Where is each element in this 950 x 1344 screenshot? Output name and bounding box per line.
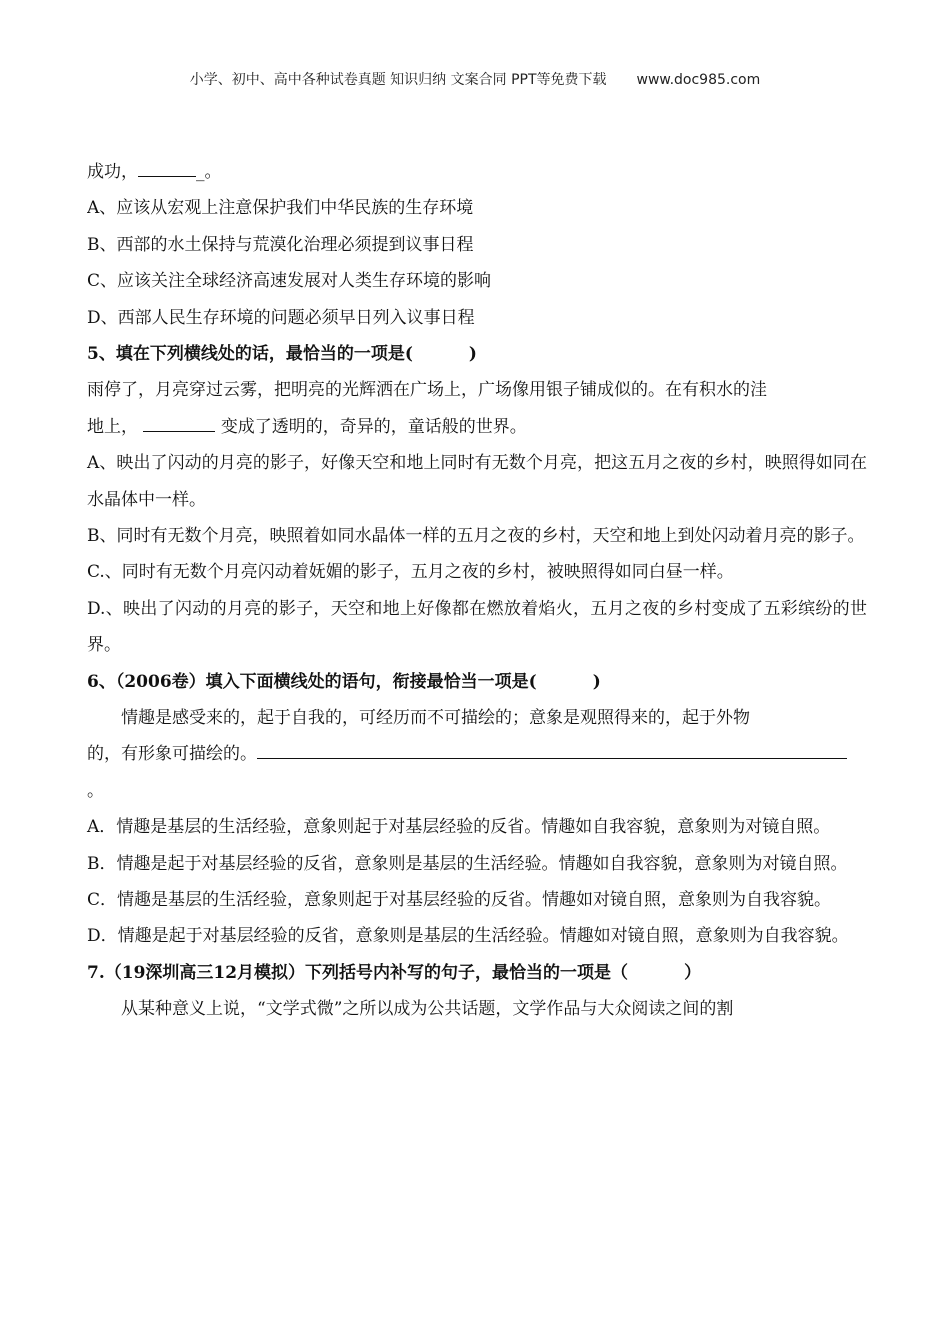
q5-passage-line2: 地上， 变成了透明的，奇异的，童话般的世界。 [87,416,527,437]
q5-title: 5、填在下列横线处的话，最恰当的一项是( ) [87,343,477,364]
q4-option-b: B、西部的水土保持与荒漠化治理必须提到议事日程 [87,234,474,255]
q6-title: 6、（2006卷）填入下面横线处的语句，衔接最恰当一项是( ) [87,671,601,692]
page-header [0,69,950,89]
q6-option-d: D．情趣是起于对基层经验的反省，意象则是基层的生活经验。情趣如对镜自照，意象则为自我容貌。 [87,926,849,947]
header-url[interactable]: www.doc985.com [636,72,761,88]
q4-option-d: D、西部人民生存环境的问题必须早日列入议事日程 [87,307,475,328]
q7-passage-line1: 从某种意义上说，“文学式微”之所以成为公共话题，文学作品与大众阅读之间的割 [121,999,734,1020]
q5-passage-line1: 雨停了，月亮穿过云雾，把明亮的光辉洒在广场上，广场像用银子铺成似的。在有积水的洼 [87,380,767,401]
q6-option-b: B．情趣是起于对基层经验的反省，意象则是基层的生活经验。情趣如自我容貌，意象则为对镜自照。 [87,853,848,874]
q7-title: 7.（19深圳高三12月模拟）下列括号内补写的句子，最恰当的一项是（ ） [87,962,702,983]
q6-option-c: C．情趣是基层的生活经验，意象则起于对基层经验的反省。情趣如对镜自照，意象则为自我容貌。 [87,889,832,910]
q4-option-a: A、应该从宏观上注意保护我们中华民族的生存环境 [87,198,474,219]
q6-passage-line3: 。 [87,780,104,801]
q5-option-b: B、同时有无数个月亮，映照着如同水晶体一样的五月之夜的乡村，天空和地上到处闪动着月亮的影子。 [87,525,865,546]
q6-passage-line2: 的，有形象可描绘的。 [87,736,867,772]
answer-blank [257,743,847,759]
q4-stem-tail: 成功， _。 [87,162,222,182]
q4-option-c: C、应该关注全球经济高速发展对人类生存环境的影响 [87,271,492,292]
q6-passage-line1: 情趣是感受来的，起于自我的，可经历而不可描绘的；意象是观照得来的，起于外物 [121,707,750,728]
answer-blank [138,161,196,177]
answer-blank [143,415,215,431]
q5-option-d: D.、映出了闪动的月亮的影子，天空和地上好像都在燃放着焰火，五月之夜的乡村变成了五彩缤纷的世界。 [87,598,867,656]
header-text: 小学、初中、高中各种试卷真题 知识归纳 文案合同 PPT等免费下载 [189,72,607,88]
q5-option-a: A、映出了闪动的月亮的影子，好像天空和地上同时有无数个月亮，把这五月之夜的乡村，映照得如同在水晶体中一样。 [87,453,867,510]
q6-option-a: A．情趣是基层的生活经验，意象则起于对基层经验的反省。情趣如自我容貌，意象则为对镜自照。 [87,817,831,838]
exam-content [87,154,867,1028]
q5-option-c: C.、同时有无数个月亮闪动着妩媚的影子，五月之夜的乡村，被映照得如同白昼一样。 [87,562,734,583]
